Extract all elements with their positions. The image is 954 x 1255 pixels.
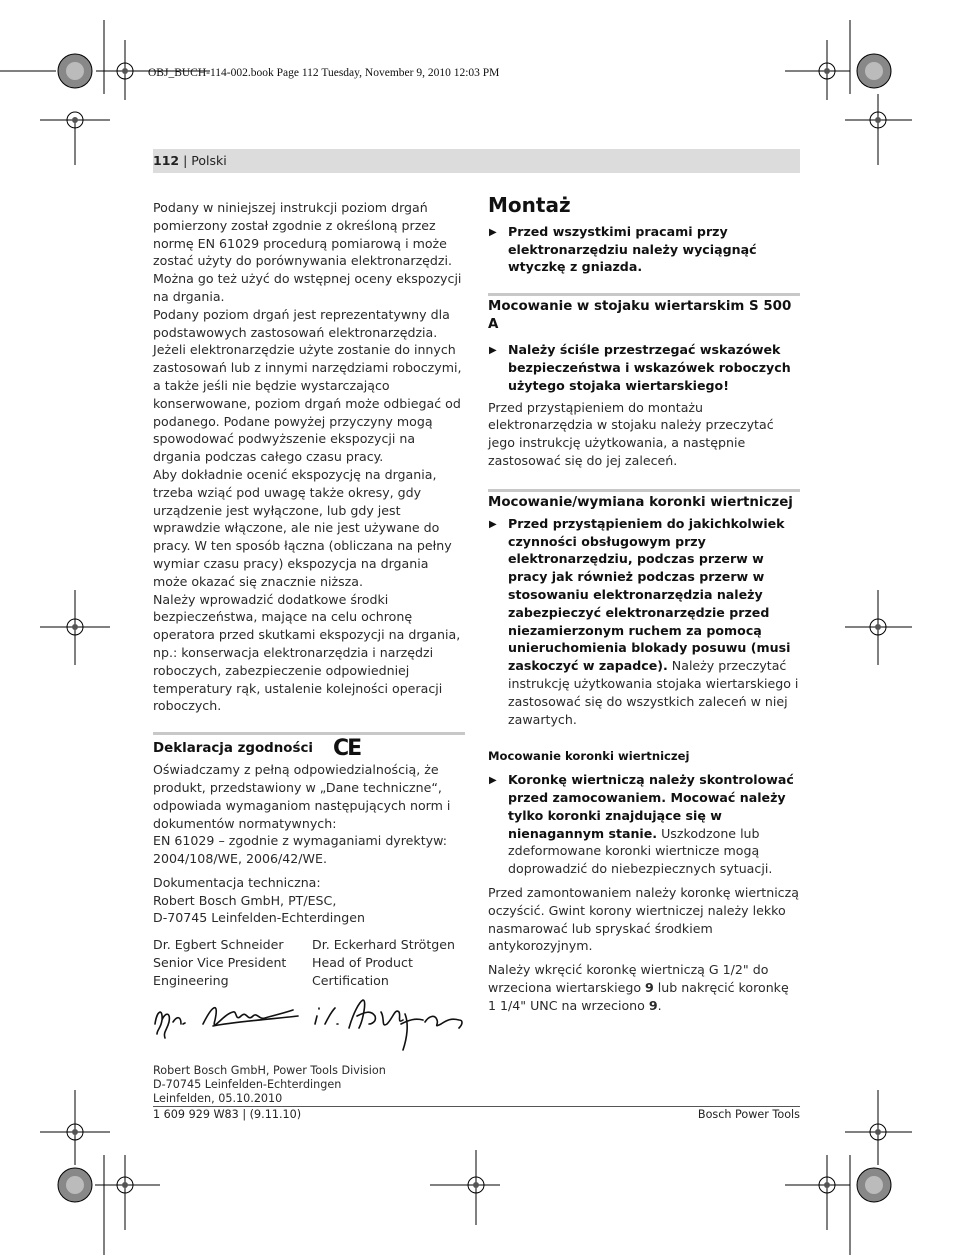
drill-stand-paragraph: Przed przystąpieniem do montażu elektronarzędzia w stojaku należy przeczytać jego instrukcję użytkowania, a następnie zastosować się do jej zaleceń. [488,399,774,468]
signatories [153,936,465,989]
tech-doc-address: D-70745 Leinfelden-Echterdingen [153,910,365,926]
section-rule [153,732,465,735]
warning-drill-stand [488,341,800,394]
page-header-bar [153,149,800,173]
company-line-1: Robert Bosch GmbH, Power Tools Division [153,1063,386,1077]
declaration-heading: Deklaracja zgodności [153,741,313,757]
heading-core-bit: Mocowanie/wymiana koronki wiertniczej [488,494,793,510]
signatory-1-role-2: Engineering [153,972,229,988]
warning-feed-lock-text: Należy przeczytać instrukcję użytkowania stojaka wiertarskiego i zastosować się do wszystkich zaleceń w niej zawartych. [508,658,799,727]
warning-unplug [488,223,800,276]
clean-bit-paragraph: Przed zamontowaniem należy koronkę wiertniczą oczyścić. Gwint korony wiertniczej należy lekko nasmarować lub spryskać środkiem antykorozyjnym. [488,884,799,954]
page-language: Polski [191,153,227,168]
signatory-1 [153,936,312,989]
declaration-paragraph-1: Oświadczamy z pełną odpowiedzialnością, że produkt, przedstawiony w „Dane techniczne“, odpowiada wymaganiom następujących norm i dokumentów normatywnych: [153,762,451,831]
bullet-triangle-icon: ▶ [489,345,497,357]
ce-mark-icon: CE [333,736,361,762]
screw-text-b: lub nakręcić koronkę 1 1/4" UNC na wrzeciono [488,979,789,1013]
screw-text-a: Należy wkręcić koronkę wiertniczą G 1/2" do wrzeciona wiertarskiego [488,962,769,995]
tech-doc-label: Dokumentacja techniczna: [153,874,321,890]
right-column [488,193,800,1014]
bullet-triangle-icon: ▶ [489,518,497,530]
footer-doc-number: 1 609 929 W83 | (9.11.10) [153,1108,302,1121]
tech-doc-company: Robert Bosch GmbH, PT/ESC, [153,892,337,908]
heading-drill-stand: Mocowanie w stojaku wiertarskim S 500 A [488,299,792,333]
signatures [153,994,465,1056]
warning-check-bit [488,771,800,878]
book-header: OBJ_BUCH-114-002.book Page 112 Tuesday, November 9, 2010 12:03 PM [148,67,500,79]
vibration-paragraph-3: Aby dokładnie ocenić ekspozycję na drgania, trzeba wziąć pod uwagę także okresy, gdy urządzenie jest wyłączone, lub gdy jest wprawdzie włączone, ale nie jest używane do pracy. W ten sposób łączna (obliczana na pełny wymiar czasu pracy) ekspozycja na drgania może okazać się znacznie niższa. [153,466,452,589]
vibration-paragraph-1: Podany w niniejszej instrukcji poziom drgań pomierzony został zgodnie z określoną przez normę EN 61029 procedurą pomiarową i może zostać użyty do porównywania elektronarzędzi. Można go też użyć do wstępnej oceny ekspozycji na drgania. [153,200,462,304]
vibration-paragraph-4: Należy wprowadzić dodatkowe środki bezpieczeństwa, mające na celu ochronę operatora przed skutkami ekspozycji na drgania, np.: konserwacja elektronarzędzia i narzędzi roboczych, zabezpieczenie odpowiedniej temperatury rąk, ustalenie kolejności operacji roboczych. [153,591,461,714]
spindle-ref-1: 9 [645,979,654,995]
company-block [153,1064,465,1106]
warning-check-bit-bold: Koronkę wiertniczą należy skontrolować przed zamocowaniem. Mocować należy tylko koronki znajdujące się w nienagannym stanie. [508,772,794,841]
warning-feed-lock-bold: Przed przystąpieniem do jakichkolwiek czynności obsługowym przy elektronarzędziu, podczas przerw w pracy jak również podczas przerw w stosowaniu elektronarzędzia należy zabezpieczyć elektronarzędzie przed niezamierzonym ruchem za pomocą unieruchomienia blokady posuwu (musi zaskoczyć w zapadce). [508,515,791,674]
left-column [153,199,465,1106]
section-title: Montaż [488,193,571,217]
page-number: 112 [153,153,180,168]
page-header-text [153,153,227,168]
page-separator: | [179,153,192,168]
declaration-paragraph-2: EN 61029 – zgodnie z wymaganiami dyrektyw: 2004/108/WE, 2006/42/WE. [153,833,447,867]
bullet-triangle-icon: ▶ [489,226,497,238]
footer-rule [153,1106,800,1107]
warning-feed-lock [488,515,800,729]
company-line-3: Leinfelden, 05.10.2010 [153,1091,283,1105]
screw-bit-paragraph [488,961,800,1014]
vibration-paragraph-2: Podany poziom drgań jest reprezentatywny dla podstawowych zastosowań elektronarzędzia. Jeżeli elektronarzędzie użyte zostanie do innych zastosowań lub z innymi narzędziami roboczymi, a także jeśli nie będzie wystarczająco konserwowane, poziom drgań może odbiegać od podanego. Podane powyżej przyczyny mogą spowodować podwyższenie ekspozycji na drgania podczas całego czasu pracy. [153,306,462,465]
spindle-ref-2: 9 [648,997,658,1013]
signatory-1-name: Dr. Egbert Schneider [153,937,284,953]
signatory-1-role-1: Senior Vice President [153,955,287,971]
screw-text-c: . [657,997,662,1013]
warning-check-bit-text: Uszkodzone lub zdeformowane koronki wiertnicze mogą doprowadzić do niebezpiecznych sytuacji. [508,825,773,877]
warning-drill-stand-text: Należy ściśle przestrzegać wskazówek bezpieczeństwa i wskazówek roboczych użytego stojaka wiertarskiego! [508,342,791,393]
section-rule [488,489,800,492]
company-line-2: D-70745 Leinfelden-Echterdingen [153,1077,342,1091]
signatory-2-name: Dr. Eckerhard Strötgen [312,937,456,953]
warning-unplug-text: Przed wszystkimi pracami przy elektronarzędziu należy wyciągnąć wtyczkę z gniazda. [508,223,757,275]
signatory-2-role-2: Certification [312,972,389,988]
declaration-heading-row [153,737,465,761]
heading-mounting-bit: Mocowanie koronki wiertniczej [488,749,690,764]
footer-brand: Bosch Power Tools [697,1108,800,1121]
bullet-triangle-icon: ▶ [489,775,497,787]
signatory-2-role-1: Head of Product [312,955,413,971]
signatory-2 [312,936,455,989]
handwritten-signatures [153,994,465,1056]
section-rule [488,293,800,296]
